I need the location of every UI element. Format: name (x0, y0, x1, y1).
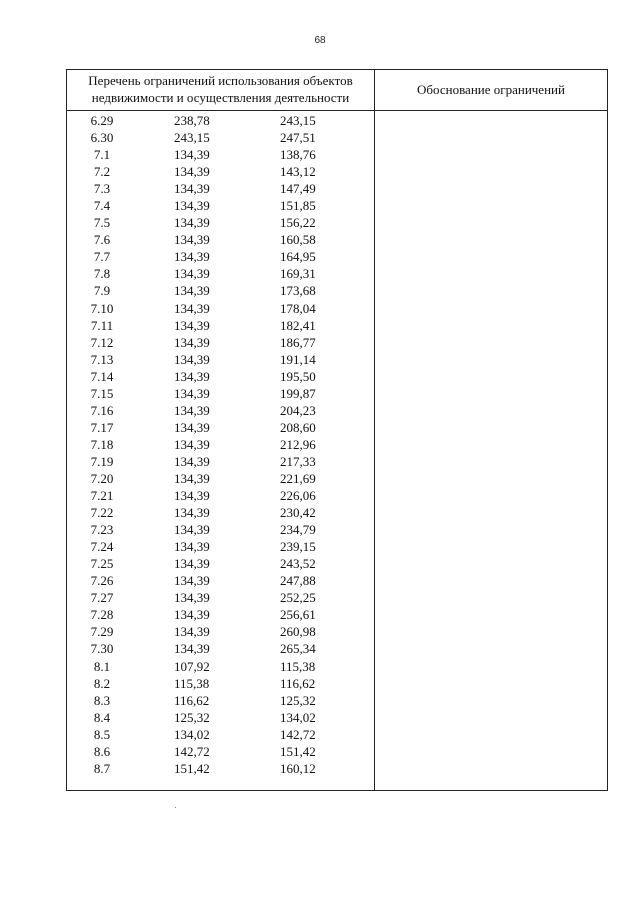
value-to: 116,62 (280, 675, 316, 691)
row-number: 6.30 (90, 130, 114, 146)
table-row (67, 248, 374, 265)
value-from: 134,39 (174, 539, 210, 555)
value-to: 143,12 (280, 164, 316, 180)
value-from: 134,39 (174, 505, 210, 521)
value-from: 134,39 (174, 283, 210, 299)
table-row (67, 538, 374, 555)
table-row (67, 402, 374, 419)
table-row (67, 180, 374, 197)
header-justification: Обоснование ограничений (417, 82, 565, 97)
row-number: 8.1 (93, 658, 111, 674)
value-from: 134,39 (174, 164, 210, 180)
table-row (67, 589, 374, 606)
value-from: 125,32 (174, 709, 210, 725)
value-to: 252,25 (280, 590, 316, 606)
row-number: 7.17 (90, 419, 114, 435)
table-row (67, 163, 374, 180)
value-from: 134,39 (174, 147, 210, 163)
page-number: 68 (314, 35, 326, 46)
row-number: 7.2 (93, 164, 111, 180)
table-row (67, 231, 374, 248)
value-from: 243,15 (174, 130, 210, 146)
table-row (67, 606, 374, 623)
value-to: 138,76 (280, 147, 316, 163)
value-from: 134,39 (174, 232, 210, 248)
table-row (67, 709, 374, 726)
value-from: 134,39 (174, 522, 210, 538)
value-to: 147,49 (280, 181, 316, 197)
value-to: 217,33 (280, 453, 316, 469)
row-number: 7.23 (90, 522, 114, 538)
table-row (67, 623, 374, 640)
row-number: 7.7 (93, 249, 111, 265)
value-from: 134,02 (174, 726, 210, 742)
row-number: 7.8 (93, 266, 111, 282)
value-to: 239,15 (280, 539, 316, 555)
value-from: 116,62 (174, 692, 210, 708)
table-row (67, 197, 374, 214)
row-number: 6.29 (90, 113, 114, 128)
table-row (67, 146, 374, 163)
row-number: 7.18 (90, 436, 114, 452)
restrictions-table (66, 69, 608, 791)
value-from: 134,39 (174, 470, 210, 486)
value-from: 134,39 (174, 198, 210, 214)
value-to: 173,68 (280, 283, 316, 299)
row-number: 7.21 (90, 488, 114, 504)
table-row (67, 351, 374, 368)
value-from: 134,39 (174, 419, 210, 435)
header-restrictions-list: Перечень ограничений использования объектов недвижимости и осуществления деятельности (88, 73, 353, 105)
row-number: 7.4 (93, 198, 111, 214)
table-row (67, 555, 374, 572)
table-row (67, 300, 374, 317)
row-number: 7.13 (90, 351, 114, 367)
row-number: 7.11 (90, 317, 114, 333)
row-number: 8.2 (93, 675, 111, 691)
table-row (67, 487, 374, 504)
value-to: 195,50 (280, 368, 316, 384)
table-row (67, 214, 374, 231)
row-number: 7.20 (90, 470, 114, 486)
value-to: 160,12 (280, 760, 316, 776)
value-to: 134,02 (280, 709, 316, 725)
value-to: 247,51 (280, 130, 316, 146)
table-row (67, 675, 374, 692)
value-from: 142,72 (174, 743, 210, 759)
row-number: 7.5 (93, 215, 111, 231)
value-to: 243,52 (280, 556, 316, 572)
scan-speck (175, 807, 176, 808)
row-number: 7.26 (90, 573, 114, 589)
value-to: 160,58 (280, 232, 316, 248)
table-row (67, 265, 374, 282)
table-row (67, 743, 374, 760)
value-to: 243,15 (280, 113, 316, 128)
value-from: 134,39 (174, 402, 210, 418)
table-row (67, 385, 374, 402)
row-number: 8.3 (93, 692, 111, 708)
table-row (67, 658, 374, 675)
table-row (67, 419, 374, 436)
row-number: 7.10 (90, 300, 114, 316)
value-to: 234,79 (280, 522, 316, 538)
value-to: 230,42 (280, 505, 316, 521)
value-to: 169,31 (280, 266, 316, 282)
row-number: 7.28 (90, 607, 114, 623)
value-from: 151,42 (174, 760, 210, 776)
value-to: 164,95 (280, 249, 316, 265)
value-from: 134,39 (174, 556, 210, 572)
value-from: 134,39 (174, 607, 210, 623)
value-from: 115,38 (174, 675, 210, 691)
value-to: 199,87 (280, 385, 316, 401)
value-from: 134,39 (174, 215, 210, 231)
row-number: 8.7 (93, 760, 111, 776)
value-to: 212,96 (280, 436, 316, 452)
value-from: 134,39 (174, 181, 210, 197)
value-to: 265,34 (280, 641, 316, 657)
row-number: 8.6 (93, 743, 111, 759)
row-number: 7.12 (90, 334, 114, 350)
table-row (67, 726, 374, 743)
table-row (67, 334, 374, 351)
table-header (67, 70, 607, 111)
value-to: 182,41 (280, 317, 316, 333)
value-to: 226,06 (280, 488, 316, 504)
row-number: 8.5 (93, 726, 111, 742)
value-to: 151,85 (280, 198, 316, 214)
value-to: 151,42 (280, 743, 316, 759)
value-from: 134,39 (174, 334, 210, 350)
value-from: 134,39 (174, 368, 210, 384)
row-number: 7.25 (90, 556, 114, 572)
table-body (67, 112, 374, 777)
value-from: 107,92 (174, 658, 210, 674)
row-number: 7.30 (90, 641, 114, 657)
value-from: 134,39 (174, 624, 210, 640)
value-to: 115,38 (280, 658, 316, 674)
value-from: 134,39 (174, 436, 210, 452)
row-number: 8.4 (93, 709, 111, 725)
column-divider (374, 70, 375, 790)
row-number: 7.19 (90, 453, 114, 469)
value-from: 134,39 (174, 641, 210, 657)
value-from: 238,78 (174, 113, 210, 128)
table-row (67, 572, 374, 589)
value-to: 260,98 (280, 624, 316, 640)
table-row (67, 129, 374, 146)
row-number: 7.15 (90, 385, 114, 401)
value-to: 178,04 (280, 300, 316, 316)
table-row (67, 282, 374, 299)
value-from: 134,39 (174, 385, 210, 401)
value-to: 256,61 (280, 607, 316, 623)
row-number: 7.3 (93, 181, 111, 197)
value-from: 134,39 (174, 573, 210, 589)
value-from: 134,39 (174, 249, 210, 265)
value-to: 221,69 (280, 470, 316, 486)
table-row (67, 436, 374, 453)
value-from: 134,39 (174, 488, 210, 504)
table-row (67, 692, 374, 709)
table-row (67, 112, 374, 129)
table-row (67, 453, 374, 470)
value-from: 134,39 (174, 590, 210, 606)
value-to: 156,22 (280, 215, 316, 231)
table-row (67, 470, 374, 487)
row-number: 7.6 (93, 232, 111, 248)
value-to: 125,32 (280, 692, 316, 708)
table-row (67, 521, 374, 538)
table-row (67, 760, 374, 777)
value-from: 134,39 (174, 266, 210, 282)
row-number: 7.29 (90, 624, 114, 640)
value-to: 247,88 (280, 573, 316, 589)
value-from: 134,39 (174, 300, 210, 316)
row-number: 7.27 (90, 590, 114, 606)
table-row (67, 504, 374, 521)
row-number: 7.9 (93, 283, 111, 299)
value-from: 134,39 (174, 351, 210, 367)
value-to: 142,72 (280, 726, 316, 742)
row-number: 7.16 (90, 402, 114, 418)
value-from: 134,39 (174, 317, 210, 333)
row-number: 7.14 (90, 368, 114, 384)
value-to: 186,77 (280, 334, 316, 350)
value-from: 134,39 (174, 453, 210, 469)
table-row (67, 317, 374, 334)
table-row (67, 640, 374, 657)
row-number: 7.24 (90, 539, 114, 555)
row-number: 7.1 (93, 147, 111, 163)
table-row (67, 368, 374, 385)
value-to: 204,23 (280, 402, 316, 418)
value-to: 191,14 (280, 351, 316, 367)
value-to: 208,60 (280, 419, 316, 435)
row-number: 7.22 (90, 505, 114, 521)
